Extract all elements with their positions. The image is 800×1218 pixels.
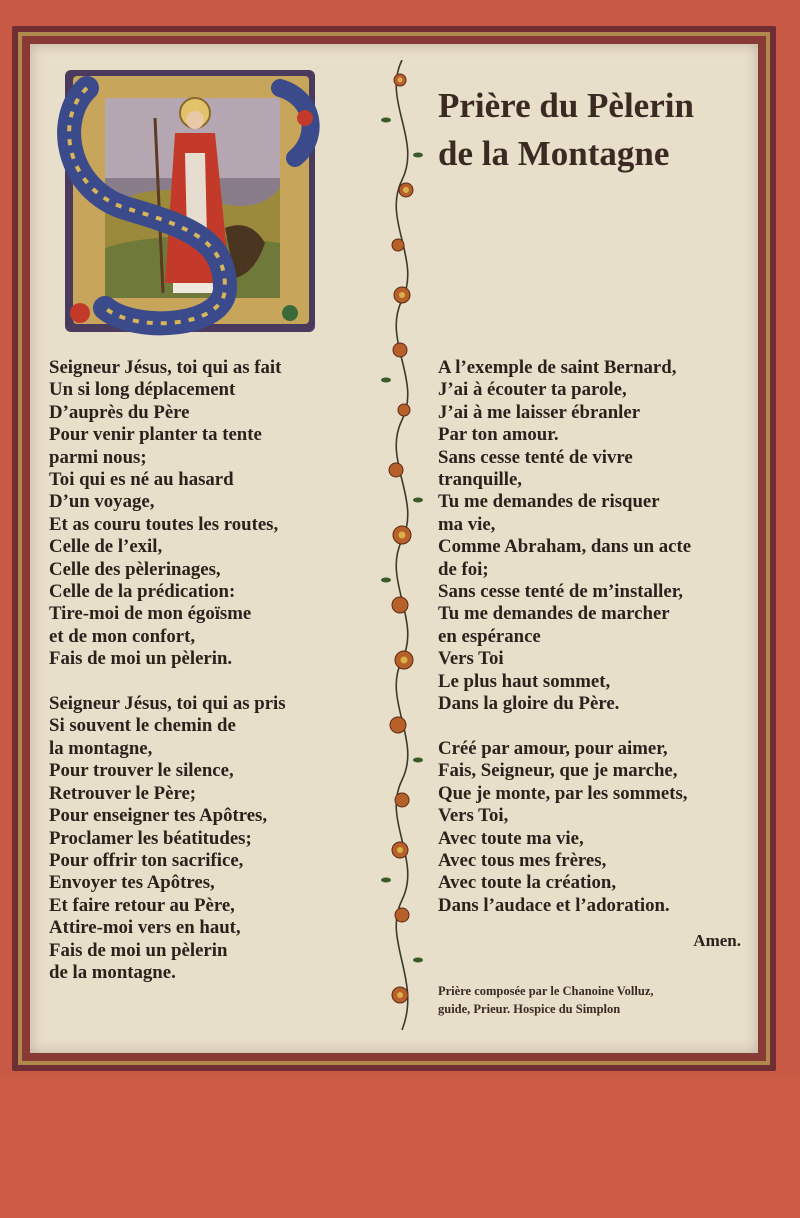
prayer-line: Vers Toi xyxy=(438,648,504,670)
prayer-line: Dans l’audace et l’adoration. xyxy=(438,894,670,916)
prayer-line: Pour venir planter ta tente xyxy=(49,424,262,446)
prayer-line: Tu me demandes de marcher xyxy=(438,603,670,625)
prayer-line: Seigneur Jésus, toi qui as pris xyxy=(49,693,286,715)
prayer-line: Fais de moi un pèlerin. xyxy=(49,648,233,670)
prayer-line: D’un voyage, xyxy=(49,491,155,513)
floral-vine-border-icon xyxy=(372,60,432,1030)
prayer-line: Envoyer tes Apôtres, xyxy=(49,872,215,894)
prayer-line: Pour enseigner tes Apôtres, xyxy=(49,805,268,827)
right-prayer-column xyxy=(438,357,758,917)
prayer-line: Fais de moi un pèlerin xyxy=(49,939,228,961)
prayer-line: Avec toute la création, xyxy=(438,872,617,894)
prayer-line: Pour trouver le silence, xyxy=(49,760,234,782)
prayer-line: Attire-moi vers en haut, xyxy=(49,917,241,939)
prayer-line: Avec toute ma vie, xyxy=(438,827,584,849)
prayer-line: J’ai à écouter ta parole, xyxy=(438,379,627,401)
prayer-line: Sans cesse tenté de vivre xyxy=(438,446,633,468)
prayer-line: Celle de l’exil, xyxy=(49,536,163,558)
title-line-2: de la Montagne xyxy=(438,134,670,173)
prayer-line: Celle de la prédication: xyxy=(49,581,236,603)
prayer-line: Et as couru toutes les routes, xyxy=(49,513,279,535)
prayer-line: Retrouver le Père; xyxy=(49,782,197,804)
prayer-line: Un si long déplacement xyxy=(49,379,236,401)
prayer-line: Dans la gloire du Père. xyxy=(438,693,620,715)
prayer-line: Proclamer les béatitudes; xyxy=(49,827,252,849)
prayer-line: A l’exemple de saint Bernard, xyxy=(438,357,677,378)
stanza-gap xyxy=(49,671,379,693)
credit-line-1: Prière composée par le Chanoine Volluz, xyxy=(438,984,654,998)
prayer-line: Et faire retour au Père, xyxy=(49,894,235,916)
prayer-line: Toi qui es né au hasard xyxy=(49,469,234,491)
credit-line-2: guide, Prieur. Hospice du Simplon xyxy=(438,1002,621,1016)
title-line-1: Prière du Pèlerin xyxy=(438,86,694,125)
prayer-line: Pour offrir ton sacrifice, xyxy=(49,849,244,871)
left-prayer-column xyxy=(49,357,379,984)
prayer-line: Fais, Seigneur, que je marche, xyxy=(438,760,678,782)
amen-text: Amen. xyxy=(693,931,741,950)
prayer-credit xyxy=(438,982,758,1018)
prayer-line: Vers Toi, xyxy=(438,805,509,827)
stanza-gap xyxy=(438,716,758,738)
prayer-line: Créé par amour, pour aimer, xyxy=(438,737,668,759)
illuminated-initial-s-icon xyxy=(45,58,325,340)
prayer-line: Tu me demandes de risquer xyxy=(438,491,660,513)
prayer-line: ma vie, xyxy=(438,513,496,535)
prayer-line: tranquille, xyxy=(438,469,523,491)
prayer-line: en espérance xyxy=(438,625,541,647)
prayer-line: Celle des pèlerinages, xyxy=(49,558,221,580)
prayer-line: la montagne, xyxy=(49,737,153,759)
prayer-line: Le plus haut sommet, xyxy=(438,670,611,692)
prayer-title xyxy=(438,82,758,178)
prayer-line: Que je monte, par les sommets, xyxy=(438,782,688,804)
prayer-line: et de mon confort, xyxy=(49,625,196,647)
prayer-line: Tire-moi de mon égoïsme xyxy=(49,603,252,625)
prayer-line: parmi nous; xyxy=(49,446,147,468)
prayer-line: Par ton amour. xyxy=(438,424,559,446)
prayer-line: D’auprès du Père xyxy=(49,401,190,423)
prayer-line: J’ai à me laisser ébranler xyxy=(438,401,641,423)
prayer-line: de la montagne. xyxy=(49,961,176,983)
prayer-line: de foi; xyxy=(438,558,489,580)
prayer-line: Seigneur Jésus, toi qui as fait xyxy=(49,357,282,378)
prayer-line: Sans cesse tenté de m’installer, xyxy=(438,581,683,603)
prayer-line: Comme Abraham, dans un acte xyxy=(438,536,692,558)
prayer-line: Si souvent le chemin de xyxy=(49,715,236,737)
card-bottom-margin xyxy=(0,1075,800,1218)
prayer-line: Avec tous mes frères, xyxy=(438,849,607,871)
